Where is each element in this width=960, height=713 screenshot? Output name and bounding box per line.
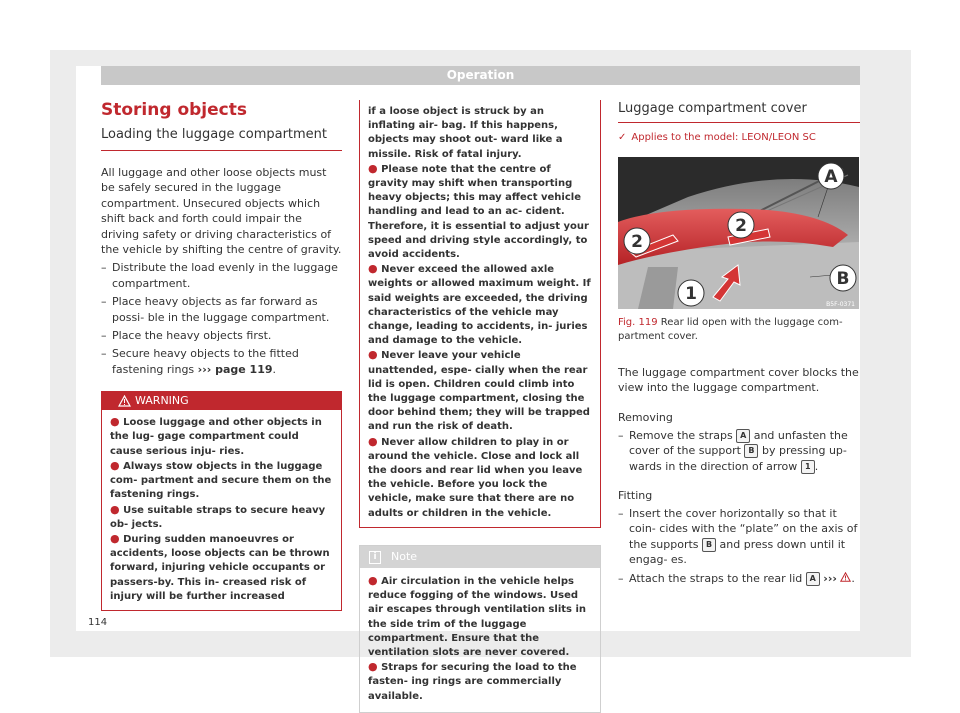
warning-box-continued xyxy=(359,100,601,528)
bullet-icon: ● xyxy=(368,573,378,587)
key-b-badge: B xyxy=(744,444,758,458)
page-reference-link[interactable]: ››› page 119 xyxy=(197,362,273,376)
right-column xyxy=(618,100,860,589)
checkmark-icon: ✓ xyxy=(618,132,627,143)
bullet-icon: ● xyxy=(110,531,120,545)
warning-triangle-icon[interactable] xyxy=(840,572,851,585)
intro-paragraph: All luggage and other loose objects must be safely secured in the luggage compartment. Unsecured objects which shift back and forth could impair the driving safety or driving characteristics of the vehicle by shifting the centre of gravity. xyxy=(101,166,342,257)
key-a-badge: A xyxy=(736,429,750,443)
bullet-icon: ● xyxy=(368,262,378,276)
svg-text:2: 2 xyxy=(631,232,643,252)
description-paragraph: The luggage compartment cover blocks the view into the luggage compartment. xyxy=(618,366,859,395)
note-label: Note xyxy=(391,549,418,563)
warning-item: ● Never leave your vehicle unattended, espe- cially when the rear lid is open. Children could climb into the luggage compartment, closing the door behind them; they will be trapped and run the risk of death. xyxy=(368,348,590,433)
bullet-icon: ● xyxy=(368,660,378,674)
key-1-badge: 1 xyxy=(801,460,815,474)
removing-heading: Removing xyxy=(618,410,673,424)
info-icon: i xyxy=(369,551,381,564)
note-item: ● Straps for securing the load to the fasten- ing rings are commercially available. xyxy=(368,660,577,702)
left-column xyxy=(101,100,342,611)
figure-number: Fig. 119 xyxy=(618,317,658,328)
svg-text:B5F-0371: B5F-0371 xyxy=(826,301,855,308)
loading-steps xyxy=(101,260,342,377)
svg-text:2: 2 xyxy=(735,216,747,236)
list-item: – Secure heavy objects to the fitted fastening rings ››› page 119. xyxy=(101,346,342,377)
figure-illustration xyxy=(618,157,859,309)
svg-text:1: 1 xyxy=(685,284,697,304)
list-item: – Remove the straps A and unfasten the cover of the support B by pressing up- wards in the direction of arrow 1 . xyxy=(618,428,860,474)
warning-item: ● Always stow objects in the luggage com- partment and secure them on the fastening rings. xyxy=(110,458,332,501)
section-subtitle: Loading the luggage compartment xyxy=(101,127,342,151)
warning-lead: if a loose object is struck by an inflating air- bag. If this happens, objects may shoot out- ward like a missile. Risk of fatal injury. xyxy=(368,106,563,160)
svg-text:B: B xyxy=(836,269,850,289)
bullet-icon: ● xyxy=(368,434,378,448)
section-title: Storing objects xyxy=(101,100,247,120)
list-item: – Distribute the load evenly in the luggage compartment. xyxy=(101,260,342,291)
figure-caption: Fig. 119 Rear lid open with the luggage com- partment cover. xyxy=(618,317,843,342)
warning-box xyxy=(101,391,342,611)
note-item: ● Air circulation in the vehicle helps reduce fogging of the windows. Used air escapes through ventilation slits in the side trim of the luggage compartment. Ensure that the ventilation slots are never covered. xyxy=(368,573,587,658)
bullet-icon: ● xyxy=(368,348,378,362)
applies-to: ✓ Applies to the model: LEON/LEON SC xyxy=(618,132,816,143)
warning-label: WARNING xyxy=(135,394,189,408)
warning-item: ● Use suitable straps to secure heavy ob- jects. xyxy=(110,502,326,530)
bullet-icon: ● xyxy=(110,415,120,429)
running-header: Operation xyxy=(101,66,860,85)
reference-link[interactable]: ››› xyxy=(823,571,837,585)
list-item: – Place the heavy objects first. xyxy=(101,328,342,343)
key-b-badge: B xyxy=(702,538,716,552)
key-a-badge: A xyxy=(806,572,820,586)
warning-item: ● Please note that the centre of gravity may shift when transporting heavy objects; this may affect vehicle handling and lead to an ac- cident. Therefore, it is essential to adjust your speed and driving style accordingly, to avoid accidents. xyxy=(368,161,589,261)
step-text: Secure heavy objects to the fitted fastening rings xyxy=(112,347,299,376)
warning-header xyxy=(102,392,341,410)
list-item: – Attach the straps to the rear lid A ››› . xyxy=(618,571,860,586)
warning-item: ● Never allow children to play in or around the vehicle. Close and lock all the doors and rear lid when you leave the vehicle. Before you lock the vehicle, make sure that there are no adults or children in the vehicle. xyxy=(368,434,583,519)
note-box xyxy=(359,545,601,713)
note-body xyxy=(360,568,600,712)
warning-item: ● During sudden manoeuvres or accidents, loose objects can be thrown forward, injuring vehicle occupants or passers-by. This in- creased risk of injury will be further increased xyxy=(110,531,330,602)
svg-text:A: A xyxy=(824,167,838,187)
fitting-heading: Fitting xyxy=(618,489,653,503)
fitting-steps xyxy=(618,506,860,586)
list-item: – Place heavy objects as far forward as possi- ble in the luggage compartment. xyxy=(101,294,342,325)
middle-column xyxy=(359,100,601,713)
warning-item: ● Never exceed the allowed axle weights or allowed maximum weight. If said weights are exceeded, the driving characteristics of the vehicle may change, leading to accidents, in- juries and damage to the vehicle. xyxy=(368,262,591,347)
bullet-icon: ● xyxy=(110,458,120,472)
warning-body xyxy=(102,410,341,610)
bullet-icon: ● xyxy=(368,161,378,175)
warning-triangle-icon xyxy=(118,395,131,413)
warning-item: ● Loose luggage and other objects in the lug- gage compartment could cause serious inju- ries. xyxy=(110,415,322,457)
figure-luggage-cover xyxy=(618,157,859,309)
page-number: 114 xyxy=(88,617,108,628)
section-title: Luggage compartment cover xyxy=(618,100,860,123)
note-header xyxy=(360,546,600,568)
removing-steps xyxy=(618,428,860,474)
list-item: – Insert the cover horizontally so that it coin- cides with the “plate” on the axis of the supports B and press down until it engag- es. xyxy=(618,506,860,568)
bullet-icon: ● xyxy=(110,502,120,516)
